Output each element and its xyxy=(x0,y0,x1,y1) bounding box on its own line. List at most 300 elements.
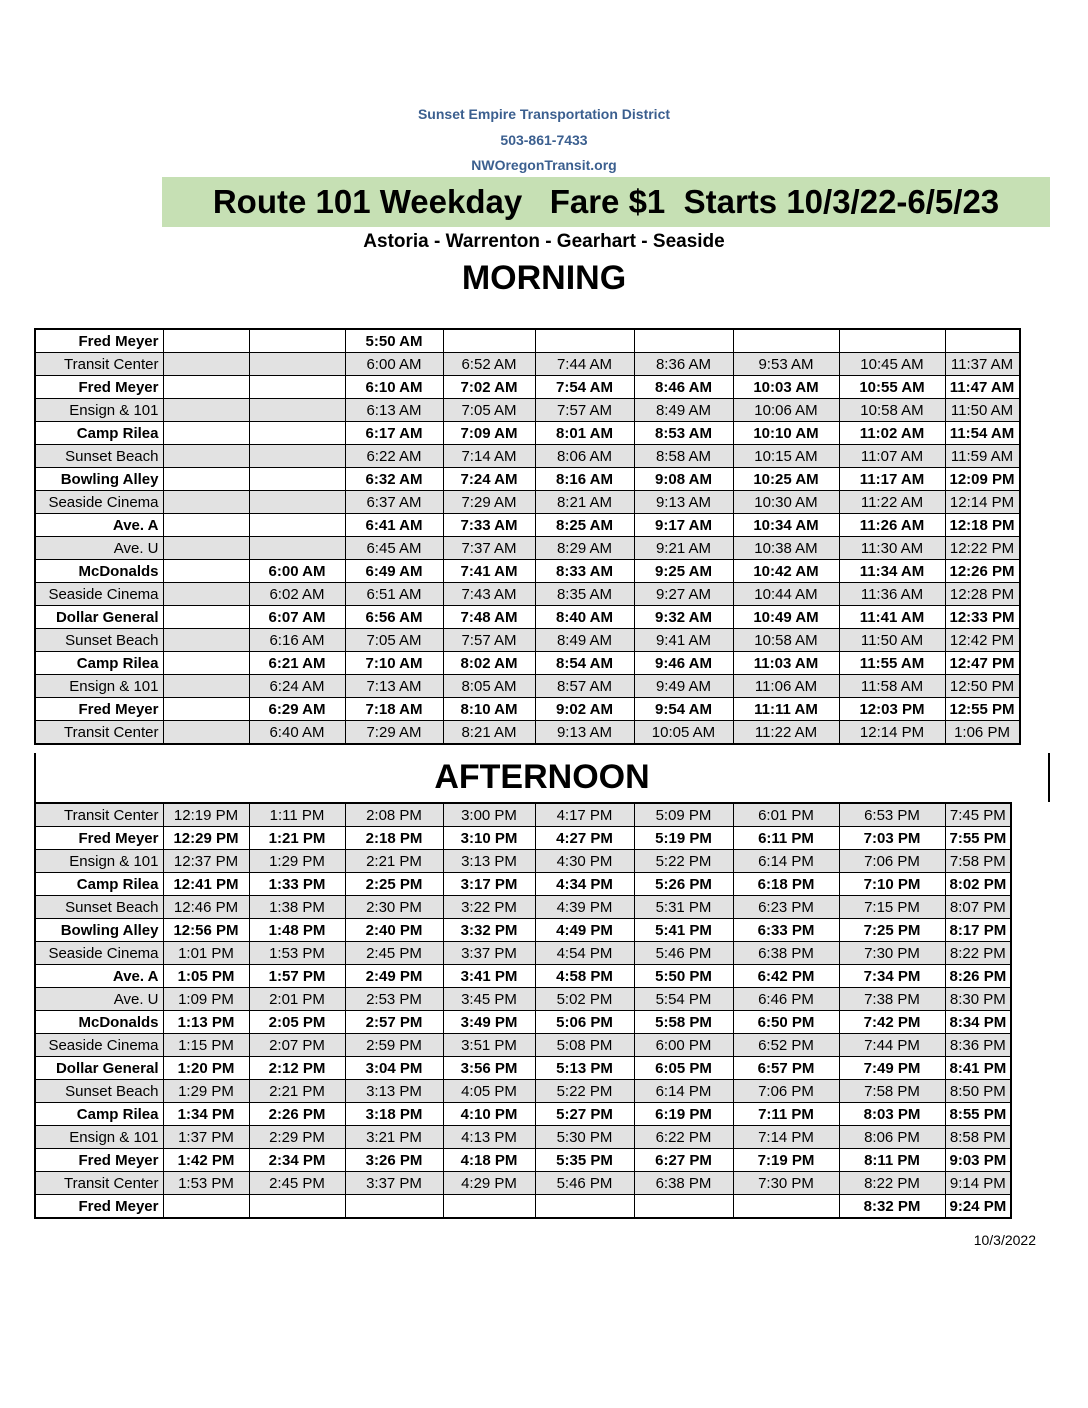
time-cell: 8:11 PM xyxy=(839,1149,945,1172)
time-cell: 7:06 PM xyxy=(839,850,945,873)
table-row xyxy=(35,1195,1011,1219)
time-cell: 7:42 PM xyxy=(839,1011,945,1034)
time-cell: 7:34 PM xyxy=(839,965,945,988)
time-cell: 11:22 AM xyxy=(733,721,839,745)
time-cell: 2:08 PM xyxy=(345,803,443,827)
time-cell: 2:12 PM xyxy=(249,1057,345,1080)
time-cell: 7:14 PM xyxy=(733,1126,839,1149)
time-cell: 9:13 AM xyxy=(535,721,634,745)
stop-name: McDonalds xyxy=(35,560,163,583)
time-cell: 8:22 PM xyxy=(945,942,1011,965)
time-cell: 2:21 PM xyxy=(345,850,443,873)
table-row xyxy=(35,399,1020,422)
time-cell: 6:52 PM xyxy=(733,1034,839,1057)
time-cell: 10:06 AM xyxy=(733,399,839,422)
stop-name: Ensign & 101 xyxy=(35,399,163,422)
time-cell: 7:33 AM xyxy=(443,514,535,537)
morning-heading: MORNING xyxy=(461,259,627,297)
time-cell: 6:00 AM xyxy=(345,353,443,376)
stop-name: Fred Meyer xyxy=(35,827,163,850)
stop-name: Transit Center xyxy=(35,803,163,827)
table-row xyxy=(35,376,1020,399)
time-cell: 5:27 PM xyxy=(535,1103,634,1126)
time-cell: 11:41 AM xyxy=(839,606,945,629)
time-cell: 6:45 AM xyxy=(345,537,443,560)
stop-name: Seaside Cinema xyxy=(35,491,163,514)
time-cell: 7:02 AM xyxy=(443,376,535,399)
time-cell: 8:49 AM xyxy=(535,629,634,652)
stop-name: Dollar General xyxy=(35,1057,163,1080)
time-cell: 9:41 AM xyxy=(634,629,733,652)
time-cell: 11:54 AM xyxy=(945,422,1020,445)
time-cell: 11:22 AM xyxy=(839,491,945,514)
time-cell: 2:05 PM xyxy=(249,1011,345,1034)
time-cell: 12:33 PM xyxy=(945,606,1020,629)
time-cell xyxy=(634,329,733,353)
time-cell: 4:10 PM xyxy=(443,1103,535,1126)
time-cell xyxy=(163,606,249,629)
table-row xyxy=(35,896,1011,919)
time-cell: 4:27 PM xyxy=(535,827,634,850)
time-cell: 3:45 PM xyxy=(443,988,535,1011)
time-cell: 2:45 PM xyxy=(249,1172,345,1195)
time-cell: 5:08 PM xyxy=(535,1034,634,1057)
time-cell: 11:50 AM xyxy=(839,629,945,652)
time-cell xyxy=(163,698,249,721)
time-cell: 4:54 PM xyxy=(535,942,634,965)
stop-name: Fred Meyer xyxy=(35,329,163,353)
time-cell: 12:42 PM xyxy=(945,629,1020,652)
time-cell: 9:32 AM xyxy=(634,606,733,629)
time-cell: 6:46 PM xyxy=(733,988,839,1011)
time-cell: 5:06 PM xyxy=(535,1011,634,1034)
time-cell xyxy=(945,329,1020,353)
time-cell: 3:56 PM xyxy=(443,1057,535,1080)
table-row xyxy=(35,1103,1011,1126)
time-cell: 7:29 AM xyxy=(443,491,535,514)
time-cell: 8:01 AM xyxy=(535,422,634,445)
time-cell: 1:06 PM xyxy=(945,721,1020,745)
time-cell: 11:55 AM xyxy=(839,652,945,675)
time-cell: 6:10 AM xyxy=(345,376,443,399)
time-cell: 7:58 PM xyxy=(945,850,1011,873)
time-cell: 8:06 PM xyxy=(839,1126,945,1149)
time-cell xyxy=(249,468,345,491)
time-cell: 6:23 PM xyxy=(733,896,839,919)
time-cell: 12:28 PM xyxy=(945,583,1020,606)
time-cell: 2:07 PM xyxy=(249,1034,345,1057)
time-cell: 11:17 AM xyxy=(839,468,945,491)
time-cell: 8:02 PM xyxy=(945,873,1011,896)
time-cell: 10:25 AM xyxy=(733,468,839,491)
table-row xyxy=(35,698,1020,721)
time-cell: 10:49 AM xyxy=(733,606,839,629)
time-cell: 8:26 PM xyxy=(945,965,1011,988)
time-cell: 5:46 PM xyxy=(535,1172,634,1195)
stop-name: Seaside Cinema xyxy=(35,583,163,606)
time-cell: 8:34 PM xyxy=(945,1011,1011,1034)
time-cell: 12:03 PM xyxy=(839,698,945,721)
time-cell: 7:10 AM xyxy=(345,652,443,675)
time-cell: 7:24 AM xyxy=(443,468,535,491)
time-cell: 5:02 PM xyxy=(535,988,634,1011)
time-cell: 6:27 PM xyxy=(634,1149,733,1172)
time-cell: 6:42 PM xyxy=(733,965,839,988)
time-cell: 3:22 PM xyxy=(443,896,535,919)
stop-name: Seaside Cinema xyxy=(35,1034,163,1057)
stop-name: Seaside Cinema xyxy=(35,942,163,965)
table-row xyxy=(35,422,1020,445)
time-cell: 1:01 PM xyxy=(163,942,249,965)
time-cell: 6:53 PM xyxy=(839,803,945,827)
time-cell: 6:40 AM xyxy=(249,721,345,745)
time-cell xyxy=(163,445,249,468)
time-cell: 7:25 PM xyxy=(839,919,945,942)
time-cell: 6:22 AM xyxy=(345,445,443,468)
time-cell xyxy=(535,1195,634,1219)
time-cell: 11:11 AM xyxy=(733,698,839,721)
time-cell: 4:13 PM xyxy=(443,1126,535,1149)
stop-name: Camp Rilea xyxy=(35,873,163,896)
stop-name: Transit Center xyxy=(35,1172,163,1195)
time-cell: 2:59 PM xyxy=(345,1034,443,1057)
time-cell xyxy=(249,514,345,537)
time-cell: 6:18 PM xyxy=(733,873,839,896)
stop-name: Transit Center xyxy=(35,353,163,376)
table-row xyxy=(35,803,1011,827)
time-cell: 9:49 AM xyxy=(634,675,733,698)
time-cell: 8:54 AM xyxy=(535,652,634,675)
stop-name: Camp Rilea xyxy=(35,422,163,445)
time-cell: 2:01 PM xyxy=(249,988,345,1011)
stop-name: Ave. U xyxy=(35,988,163,1011)
time-cell: 4:39 PM xyxy=(535,896,634,919)
time-cell: 10:15 AM xyxy=(733,445,839,468)
time-cell: 7:43 AM xyxy=(443,583,535,606)
time-cell: 2:40 PM xyxy=(345,919,443,942)
time-cell: 7:55 PM xyxy=(945,827,1011,850)
time-cell: 8:32 PM xyxy=(839,1195,945,1219)
afternoon-schedule-table xyxy=(34,802,1012,1219)
time-cell: 8:46 AM xyxy=(634,376,733,399)
time-cell: 8:36 AM xyxy=(634,353,733,376)
time-cell: 3:41 PM xyxy=(443,965,535,988)
time-cell: 9:02 AM xyxy=(535,698,634,721)
time-cell: 6:14 PM xyxy=(733,850,839,873)
time-cell xyxy=(163,468,249,491)
table-row xyxy=(35,1126,1011,1149)
time-cell: 6:17 AM xyxy=(345,422,443,445)
time-cell: 6:38 PM xyxy=(634,1172,733,1195)
stop-name: Fred Meyer xyxy=(35,376,163,399)
time-cell: 6:52 AM xyxy=(443,353,535,376)
time-cell: 4:29 PM xyxy=(443,1172,535,1195)
time-cell: 6:41 AM xyxy=(345,514,443,537)
time-cell: 3:00 PM xyxy=(443,803,535,827)
stop-name: Sunset Beach xyxy=(35,445,163,468)
time-cell: 12:50 PM xyxy=(945,675,1020,698)
time-cell: 6:32 AM xyxy=(345,468,443,491)
time-cell: 1:38 PM xyxy=(249,896,345,919)
time-cell: 9:53 AM xyxy=(733,353,839,376)
morning-schedule-table xyxy=(34,328,1021,745)
time-cell: 8:02 AM xyxy=(443,652,535,675)
time-cell: 5:46 PM xyxy=(634,942,733,965)
time-cell: 6:11 PM xyxy=(733,827,839,850)
table-row xyxy=(35,1011,1011,1034)
time-cell: 2:29 PM xyxy=(249,1126,345,1149)
route-title: Route 101 Weekday Fare $1 Starts 10/3/22-6/5/23 xyxy=(162,177,1050,227)
time-cell: 7:05 AM xyxy=(345,629,443,652)
time-cell: 11:37 AM xyxy=(945,353,1020,376)
time-cell: 7:54 AM xyxy=(535,376,634,399)
time-cell: 4:49 PM xyxy=(535,919,634,942)
table-row xyxy=(35,353,1020,376)
time-cell: 8:30 PM xyxy=(945,988,1011,1011)
time-cell: 3:37 PM xyxy=(443,942,535,965)
time-cell: 9:25 AM xyxy=(634,560,733,583)
time-cell: 10:42 AM xyxy=(733,560,839,583)
time-cell: 6:49 AM xyxy=(345,560,443,583)
time-cell xyxy=(443,1195,535,1219)
time-cell: 12:18 PM xyxy=(945,514,1020,537)
time-cell: 10:55 AM xyxy=(839,376,945,399)
time-cell: 7:10 PM xyxy=(839,873,945,896)
time-cell: 3:17 PM xyxy=(443,873,535,896)
time-cell: 2:49 PM xyxy=(345,965,443,988)
time-cell: 9:17 AM xyxy=(634,514,733,537)
time-cell: 12:19 PM xyxy=(163,803,249,827)
stop-name: Camp Rilea xyxy=(35,652,163,675)
time-cell: 6:00 AM xyxy=(249,560,345,583)
time-cell xyxy=(634,1195,733,1219)
time-cell: 1:29 PM xyxy=(163,1080,249,1103)
time-cell: 3:37 PM xyxy=(345,1172,443,1195)
time-cell: 7:30 PM xyxy=(733,1172,839,1195)
time-cell: 6:29 AM xyxy=(249,698,345,721)
time-cell: 5:30 PM xyxy=(535,1126,634,1149)
table-row xyxy=(35,329,1020,353)
time-cell: 6:57 PM xyxy=(733,1057,839,1080)
time-cell: 5:13 PM xyxy=(535,1057,634,1080)
time-cell: 10:03 AM xyxy=(733,376,839,399)
time-cell: 7:29 AM xyxy=(345,721,443,745)
time-cell: 3:13 PM xyxy=(345,1080,443,1103)
stop-name: Fred Meyer xyxy=(35,1195,163,1219)
stop-name: Fred Meyer xyxy=(35,1149,163,1172)
time-cell: 3:18 PM xyxy=(345,1103,443,1126)
time-cell: 12:26 PM xyxy=(945,560,1020,583)
time-cell: 8:41 PM xyxy=(945,1057,1011,1080)
stop-name: McDonalds xyxy=(35,1011,163,1034)
time-cell xyxy=(163,491,249,514)
time-cell: 6:21 AM xyxy=(249,652,345,675)
table-row xyxy=(35,629,1020,652)
time-cell: 1:09 PM xyxy=(163,988,249,1011)
stop-name: Ensign & 101 xyxy=(35,675,163,698)
time-cell: 11:34 AM xyxy=(839,560,945,583)
time-cell: 9:03 PM xyxy=(945,1149,1011,1172)
time-cell: 12:55 PM xyxy=(945,698,1020,721)
time-cell: 8:25 AM xyxy=(535,514,634,537)
time-cell: 11:59 AM xyxy=(945,445,1020,468)
time-cell xyxy=(163,629,249,652)
time-cell: 3:32 PM xyxy=(443,919,535,942)
time-cell xyxy=(163,721,249,745)
time-cell: 8:29 AM xyxy=(535,537,634,560)
time-cell: 7:45 PM xyxy=(945,803,1011,827)
time-cell: 6:07 AM xyxy=(249,606,345,629)
route-subtitle: Astoria - Warrenton - Gearhart - Seaside xyxy=(363,231,725,252)
time-cell: 11:03 AM xyxy=(733,652,839,675)
stop-name: Ensign & 101 xyxy=(35,850,163,873)
time-cell xyxy=(733,329,839,353)
table-row xyxy=(35,468,1020,491)
time-cell xyxy=(163,329,249,353)
time-cell xyxy=(249,537,345,560)
stop-name: Ave. A xyxy=(35,965,163,988)
table-row xyxy=(35,445,1020,468)
time-cell: 8:36 PM xyxy=(945,1034,1011,1057)
time-cell: 1:33 PM xyxy=(249,873,345,896)
time-cell: 2:21 PM xyxy=(249,1080,345,1103)
time-cell: 7:14 AM xyxy=(443,445,535,468)
time-cell: 7:58 PM xyxy=(839,1080,945,1103)
time-cell: 7:19 PM xyxy=(733,1149,839,1172)
time-cell: 6:00 PM xyxy=(634,1034,733,1057)
time-cell: 6:01 PM xyxy=(733,803,839,827)
time-cell: 4:34 PM xyxy=(535,873,634,896)
time-cell: 1:37 PM xyxy=(163,1126,249,1149)
time-cell: 9:21 AM xyxy=(634,537,733,560)
time-cell: 8:21 AM xyxy=(443,721,535,745)
time-cell: 5:54 PM xyxy=(634,988,733,1011)
time-cell xyxy=(249,445,345,468)
time-cell: 1:13 PM xyxy=(163,1011,249,1034)
time-cell: 11:36 AM xyxy=(839,583,945,606)
time-cell: 10:45 AM xyxy=(839,353,945,376)
table-row xyxy=(35,988,1011,1011)
time-cell: 9:46 AM xyxy=(634,652,733,675)
time-cell: 7:09 AM xyxy=(443,422,535,445)
time-cell: 11:02 AM xyxy=(839,422,945,445)
stop-name: Sunset Beach xyxy=(35,896,163,919)
time-cell: 3:13 PM xyxy=(443,850,535,873)
table-row xyxy=(35,873,1011,896)
time-cell: 4:05 PM xyxy=(443,1080,535,1103)
time-cell: 1:34 PM xyxy=(163,1103,249,1126)
table-row xyxy=(35,1034,1011,1057)
table-row xyxy=(35,537,1020,560)
time-cell: 5:22 PM xyxy=(634,850,733,873)
time-cell: 11:30 AM xyxy=(839,537,945,560)
time-cell: 6:13 AM xyxy=(345,399,443,422)
time-cell xyxy=(249,329,345,353)
time-cell: 12:14 PM xyxy=(945,491,1020,514)
stop-name: Sunset Beach xyxy=(35,629,163,652)
time-cell: 10:58 AM xyxy=(733,629,839,652)
time-cell xyxy=(249,353,345,376)
time-cell: 4:17 PM xyxy=(535,803,634,827)
time-cell: 12:47 PM xyxy=(945,652,1020,675)
time-cell: 8:55 PM xyxy=(945,1103,1011,1126)
time-cell: 11:07 AM xyxy=(839,445,945,468)
time-cell: 6:33 PM xyxy=(733,919,839,942)
time-cell: 11:50 AM xyxy=(945,399,1020,422)
table-row xyxy=(35,827,1011,850)
time-cell: 3:21 PM xyxy=(345,1126,443,1149)
stop-name: Bowling Alley xyxy=(35,468,163,491)
time-cell: 1:05 PM xyxy=(163,965,249,988)
time-cell xyxy=(249,422,345,445)
time-cell: 7:49 PM xyxy=(839,1057,945,1080)
time-cell: 5:50 PM xyxy=(634,965,733,988)
time-cell: 7:15 PM xyxy=(839,896,945,919)
time-cell xyxy=(345,1195,443,1219)
time-cell: 2:30 PM xyxy=(345,896,443,919)
time-cell: 6:22 PM xyxy=(634,1126,733,1149)
time-cell: 7:13 AM xyxy=(345,675,443,698)
stop-name: Sunset Beach xyxy=(35,1080,163,1103)
time-cell: 5:26 PM xyxy=(634,873,733,896)
table-row xyxy=(35,919,1011,942)
time-cell: 11:47 AM xyxy=(945,376,1020,399)
time-cell xyxy=(163,583,249,606)
time-cell: 2:57 PM xyxy=(345,1011,443,1034)
table-row xyxy=(35,850,1011,873)
time-cell: 8:17 PM xyxy=(945,919,1011,942)
stop-name: Ensign & 101 xyxy=(35,1126,163,1149)
time-cell: 5:35 PM xyxy=(535,1149,634,1172)
footer-date: 10/3/2022 xyxy=(973,1232,1036,1248)
time-cell: 10:34 AM xyxy=(733,514,839,537)
time-cell: 8:03 PM xyxy=(839,1103,945,1126)
time-cell: 7:30 PM xyxy=(839,942,945,965)
time-cell: 6:16 AM xyxy=(249,629,345,652)
time-cell: 8:58 PM xyxy=(945,1126,1011,1149)
time-cell: 11:58 AM xyxy=(839,675,945,698)
time-cell: 8:53 AM xyxy=(634,422,733,445)
time-cell: 1:11 PM xyxy=(249,803,345,827)
stop-name: Transit Center xyxy=(35,721,163,745)
time-cell: 2:45 PM xyxy=(345,942,443,965)
time-cell: 3:51 PM xyxy=(443,1034,535,1057)
time-cell: 9:13 AM xyxy=(634,491,733,514)
time-cell xyxy=(249,399,345,422)
table-row xyxy=(35,675,1020,698)
time-cell xyxy=(163,422,249,445)
time-cell: 8:10 AM xyxy=(443,698,535,721)
table-row xyxy=(35,1149,1011,1172)
time-cell: 12:22 PM xyxy=(945,537,1020,560)
time-cell: 2:34 PM xyxy=(249,1149,345,1172)
time-cell: 6:19 PM xyxy=(634,1103,733,1126)
time-cell: 10:44 AM xyxy=(733,583,839,606)
time-cell: 1:48 PM xyxy=(249,919,345,942)
time-cell: 1:21 PM xyxy=(249,827,345,850)
time-cell: 8:33 AM xyxy=(535,560,634,583)
time-cell: 7:41 AM xyxy=(443,560,535,583)
time-cell: 7:44 PM xyxy=(839,1034,945,1057)
table-row xyxy=(35,514,1020,537)
time-cell xyxy=(249,1195,345,1219)
time-cell: 5:50 AM xyxy=(345,329,443,353)
time-cell: 1:15 PM xyxy=(163,1034,249,1057)
stop-name: Ave. A xyxy=(35,514,163,537)
time-cell xyxy=(163,376,249,399)
time-cell: 7:57 AM xyxy=(443,629,535,652)
time-cell: 6:38 PM xyxy=(733,942,839,965)
